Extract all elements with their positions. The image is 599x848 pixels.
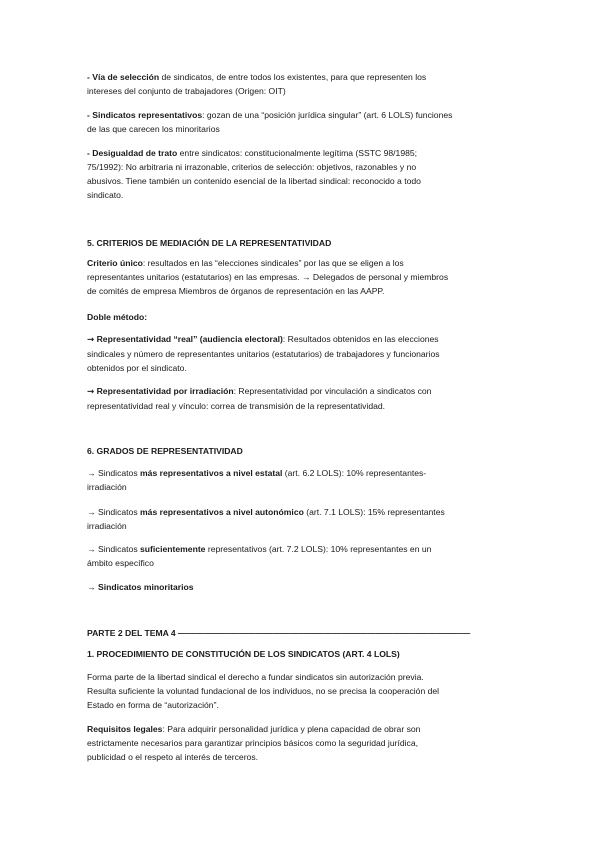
bold-lead: Requisitos legales (87, 724, 163, 734)
bold-text: Sindicatos minoritarios (97, 582, 194, 592)
bold-lead: - Desigualdad de trato (87, 148, 178, 158)
paragraph-representatividad-real (87, 332, 527, 375)
text-line: irradiación (87, 482, 127, 492)
paragraph-criterio-unico (87, 256, 527, 298)
grado-autonomico (87, 505, 527, 533)
heading-text: 5. CRITERIOS DE MEDIACIÓN DE LA REPRESENTATIVIDAD (87, 238, 332, 248)
heading-text: 6. GRADOS DE REPRESENTATIVIDAD (87, 446, 243, 456)
text-line: representatividad real y vínculo: correa de transmisión de la representatividad. (87, 401, 386, 411)
text-line (87, 507, 445, 517)
text-span: → (87, 582, 98, 592)
bold-lead: Representatividad por irradiación (94, 386, 234, 396)
text-line (87, 468, 426, 478)
arrow-icon: → (87, 335, 95, 345)
bold-lead: Representatividad “real” (audiencia electoral) (94, 334, 283, 344)
text-line (87, 110, 452, 120)
text-span: : gozan de una “posición jurídica singular” (art. 6 LOLS) funciones (202, 110, 453, 120)
paragraph-representatividad-irradiacion (87, 384, 527, 413)
text-line: sindicales y número de representantes unitarios (estatutarios) de trabajadores y funcionarios (87, 349, 440, 359)
text-line: estrictamente necesarios para garantizar principios básicos como la seguridad jurídica, (87, 738, 419, 748)
paragraph-sindicatos-representativos (87, 108, 527, 136)
text-span: entre sindicatos: constitucionalmente legítima (SSTC 98/1985; (177, 148, 418, 158)
text-line (87, 334, 439, 344)
grado-suficientemente (87, 542, 527, 570)
paragraph-requisitos-legales (87, 722, 527, 764)
heading-text: PARTE 2 DEL TEMA 4 —————————————————————————————————— (87, 628, 471, 638)
text-span: de sindicatos, de entre todos los existentes, para que representen los (159, 72, 427, 82)
text-span: (art. 6.2 LOLS): 10% representantes- (282, 468, 427, 478)
heading-section-1 (87, 647, 527, 661)
bold-text: más representativos a nivel estatal (140, 468, 283, 478)
text-span: : Para adquirir personalidad jurídica y plena capacidad de obrar son (162, 724, 421, 734)
bold-lead: - Sindicatos representativos (87, 110, 203, 120)
text-line: 75/1992): No arbitraria ni irrazonable, criterios de selección: objetivos, razonables y no (87, 162, 417, 172)
text-line (87, 544, 431, 554)
text-line (87, 148, 417, 158)
text-line: representantes unitarios (estatutarios) en las empresas. → Delegados de personal y miembros (87, 272, 449, 282)
text-span: → Sindicatos (87, 507, 141, 517)
text-line: intereses del conjunto de trabajadores (Origen: OIT) (87, 86, 286, 96)
paragraph-libertad-sindical (87, 670, 527, 712)
text-line (87, 724, 420, 734)
grado-minoritarios (87, 580, 527, 594)
text-line (87, 386, 431, 396)
text-line: ámbito específico (87, 558, 154, 568)
text-span: → Sindicatos (87, 468, 141, 478)
text-span: : Representatividad por vinculación a sindicatos con (233, 386, 432, 396)
text-line: de comités de empresa Miembros de órganos de representación en las AAPP. (87, 286, 385, 296)
text-line: Estado en forma de “autorización”. (87, 700, 219, 710)
grado-estatal (87, 466, 527, 494)
label-doble-metodo (87, 310, 527, 324)
text-line: publicidad o el respeto al interés de terceros. (87, 752, 259, 762)
arrow-icon: → (87, 387, 95, 397)
text-line: abusivos. Tiene también un contenido esencial de la libertad sindical: reconocido a todo (87, 176, 421, 186)
paragraph-desigualdad-trato (87, 146, 527, 202)
text-line: sindicato. (87, 190, 124, 200)
text-line (87, 258, 404, 268)
heading-text: 1. PROCEDIMIENTO DE CONSTITUCIÓN DE LOS SINDICATOS (ART. 4 LOLS) (87, 649, 400, 659)
text-span: → Sindicatos (87, 544, 141, 554)
text-span: (art. 7.1 LOLS): 15% representantes (303, 507, 445, 517)
heading-section-6 (87, 444, 527, 458)
text-line: de las que carecen los minoritarios (87, 124, 220, 134)
text-line (87, 72, 426, 82)
bold-lead: Criterio único (87, 258, 143, 268)
text-line: obtenidos por el sindicato. (87, 363, 187, 373)
text-line (87, 582, 194, 592)
paragraph-via-seleccion (87, 70, 527, 98)
bold-label: Doble método: (87, 312, 148, 322)
bold-text: suficientemente (140, 544, 206, 554)
text-span: : resultados en las “elecciones sindicales” por las que se eligen a los (142, 258, 404, 268)
text-line: irradiación (87, 521, 127, 531)
text-span: representativos (art. 7.2 LOLS): 10% representantes en un (205, 544, 432, 554)
bold-text: más representativos a nivel autonómico (140, 507, 304, 517)
text-span: : Resultados obtenidos en las elecciones (282, 334, 439, 344)
heading-parte-2 (87, 626, 527, 640)
text-line: Resulta suficiente la voluntad fundacional de los individuos, no se precisa la cooperación del (87, 686, 440, 696)
bold-lead: - Vía de selección (87, 72, 160, 82)
heading-section-5 (87, 236, 527, 250)
text-line: Forma parte de la libertad sindical el derecho a fundar sindicatos sin autorización previa. (87, 672, 424, 682)
